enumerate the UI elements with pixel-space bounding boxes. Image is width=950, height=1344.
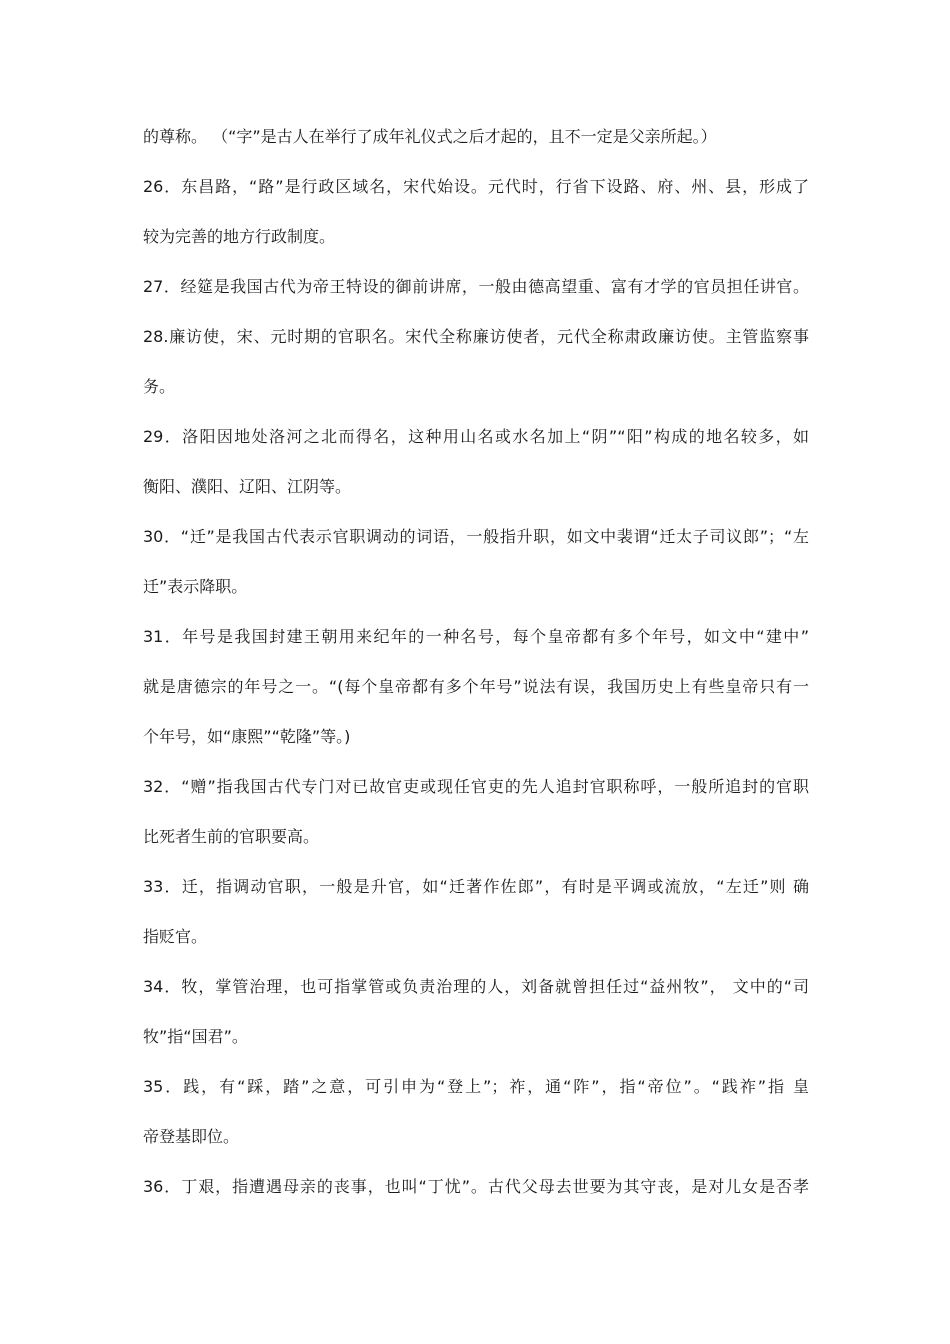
text-line: 33．迁，指调动官职，一般是升官，如“迁著作佐郎”，有时是平调或流放，“左迁”则 确 (143, 877, 809, 896)
document-page (143, 112, 809, 1212)
text-line: 衡阳、濮阳、辽阳、江阴等。 (143, 477, 352, 496)
text-line: 27．经筵是我国古代为帝王特设的御前讲席，一般由德高望重、富有才学的官员担任讲官。 (143, 277, 809, 296)
text-line: 务。 (143, 377, 176, 396)
text-line: 36．丁艰，指遭遇母亲的丧事，也叫“丁忧”。古代父母去世要为其守丧，是对儿女是否孝 (143, 1177, 809, 1196)
text-line: 牧”指“国君”。 (143, 1027, 248, 1046)
text-line: 30．“迁”是我国古代表示官职调动的词语，一般指升职，如文中裴谓“迁太子司议郎”；“左 (143, 527, 809, 546)
text-line: 帝登基即位。 (143, 1127, 240, 1146)
text-line: 个年号，如“康熙”“乾隆”等。) (143, 727, 351, 746)
text-line: 较为完善的地方行政制度。 (143, 227, 336, 246)
text-line: 指贬官。 (143, 927, 208, 946)
text-line: 32．“赠”指我国古代专门对已故官吏或现任官吏的先人追封官职称呼，一般所追封的官职 (143, 777, 809, 796)
text-line: 28.廉访使，宋、元时期的官职名。宋代全称廉访使者，元代全称肃政廉访使。主管监察事 (143, 327, 809, 346)
text-line: 35．践，有“踩，踏”之意，可引申为“登上”；祚，通“阼”，指“帝位”。“践祚”指 皇 (143, 1077, 809, 1096)
text-line: 就是唐德宗的年号之一。“(每个皇帝都有多个年号”说法有误，我国历史上有些皇帝只有一 (143, 677, 809, 696)
text-line: 31．年号是我国封建王朝用来纪年的一种名号，每个皇帝都有多个年号，如文中“建中” (143, 627, 809, 646)
text-line: 29．洛阳因地处洛河之北而得名，这种用山名或水名加上“阴”“阳”构成的地名较多，如 (143, 427, 809, 446)
text-line: 比死者生前的官职要高。 (143, 827, 320, 846)
text-line: 的尊称。 （“字”是古人在举行了成年礼仪式之后才起的，且不一定是父亲所起。） (143, 127, 717, 146)
text-line: 34．牧，掌管治理，也可指掌管或负责治理的人，刘备就曾担任过“益州牧”， 文中的“司 (143, 977, 809, 996)
text-line: 迁”表示降职。 (143, 577, 248, 596)
text-line: 26．东昌路，“路”是行政区域名，宋代始设。元代时，行省下设路、府、州、县，形成了 (143, 177, 809, 196)
